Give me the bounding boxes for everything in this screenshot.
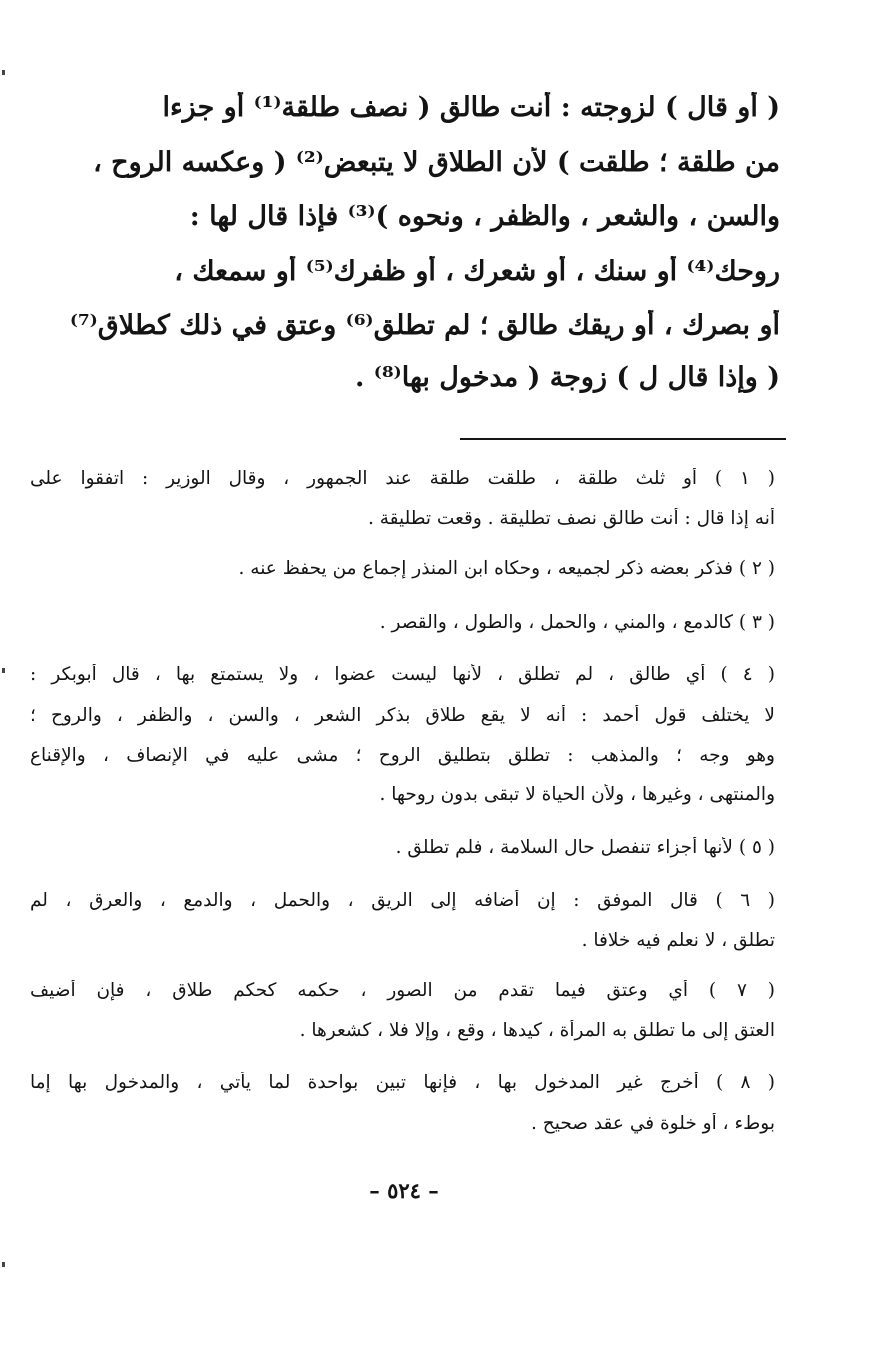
footnote-7-line-1: ( ٧ ) أي وعتق فيما تقدم من الصور ، حكمه كحكم طلاق ، فإن أضيف [30, 980, 775, 1001]
scan-mark [2, 668, 5, 673]
main-text-line-2: من طلقة ؛ طلقت ) لأن الطلاق لا يتبعض⁽²⁾ ( وعكسه الروح ، [93, 147, 780, 178]
footnote-3: ( ٣ ) كالدمع ، والمني ، والحمل ، والطول ، والقصر . [379, 612, 775, 633]
footnote-6-line-2: تطلق ، لا نعلم فيه خلافا . [581, 930, 775, 951]
footnote-8-line-2: بوطء ، أو خلوة في عقد صحيح . [531, 1113, 775, 1134]
footnote-5: ( ٥ ) لأنها أجزاء تنفصل حال السلامة ، فلم تطلق . [395, 837, 775, 858]
footnote-1-line-2: أنه إذا قال : أنت طالق نصف تطليقة . وقعت تطليقة . [367, 508, 775, 529]
main-text-line-6: ( وإذا قال ل ) زوجة ( مدخول بها⁽⁸⁾ . [355, 362, 780, 393]
footnote-4-line-2: لا يختلف قول أحمد : أنه لا يقع طلاق بذكر الشعر ، والسن ، والظفر ، والروح ؛ [30, 705, 775, 726]
page-number: – ٥٢٤ – [369, 1178, 439, 1203]
scan-mark [2, 1262, 5, 1267]
main-text-line-1: ( أو قال ) لزوجته : أنت طالق ( نصف طلقة⁽¹⁾ أو جزءا [162, 92, 780, 123]
footnote-4-line-3: وهو وجه ؛ والمذهب : تطلق بتطليق الروح ؛ مشى عليه في الإنصاف ، والإقناع [30, 745, 775, 766]
scan-mark [2, 70, 5, 75]
main-text-line-5: أو بصرك ، أو ريقك طالق ؛ لم تطلق⁽⁶⁾ وعتق في ذلك كطلاق⁽⁷⁾ [69, 310, 780, 341]
main-text-line-4: روحك⁽⁴⁾ أو سنك ، أو شعرك ، أو ظفرك⁽⁵⁾ أو سمعك ، [174, 256, 780, 287]
footnote-8-line-1: ( ٨ ) أخرج غير المدخول بها ، فإنها تبين بواحدة لما يأتي ، والمدخول بها إما [30, 1072, 775, 1093]
footnote-4-line-1: ( ٤ ) أي طالق ، لم تطلق ، لأنها ليست عضوا ، ولا يستمتع بها ، قال أبوبكر : [30, 664, 775, 685]
footnote-4-line-4: والمنتهى ، وغيرها ، ولأن الحياة لا تبقى بدون روحها . [379, 784, 775, 805]
main-text-line-3: والسن ، والشعر ، والظفر ، ونحوه )⁽³⁾ فإذا قال لها : [189, 201, 780, 232]
footnote-6-line-1: ( ٦ ) قال الموفق : إن أضافه إلى الريق ، والحمل ، والدمع ، والعرق ، لم [30, 890, 775, 911]
footnote-7-line-2: العتق إلى ما تطلق به المرأة ، كيدها ، وقع ، وإلا فلا ، كشعرها . [299, 1020, 775, 1041]
footnote-2: ( ٢ ) فذكر بعضه ذكر لجميعه ، وحكاه ابن المنذر إجماع من يحفظ عنه . [238, 558, 775, 579]
footnote-1-line-1: ( ١ ) أو ثلث طلقة ، طلقت طلقة عند الجمهور ، وقال الوزير : اتفقوا على [30, 468, 775, 489]
footnote-separator-rule [460, 438, 786, 440]
